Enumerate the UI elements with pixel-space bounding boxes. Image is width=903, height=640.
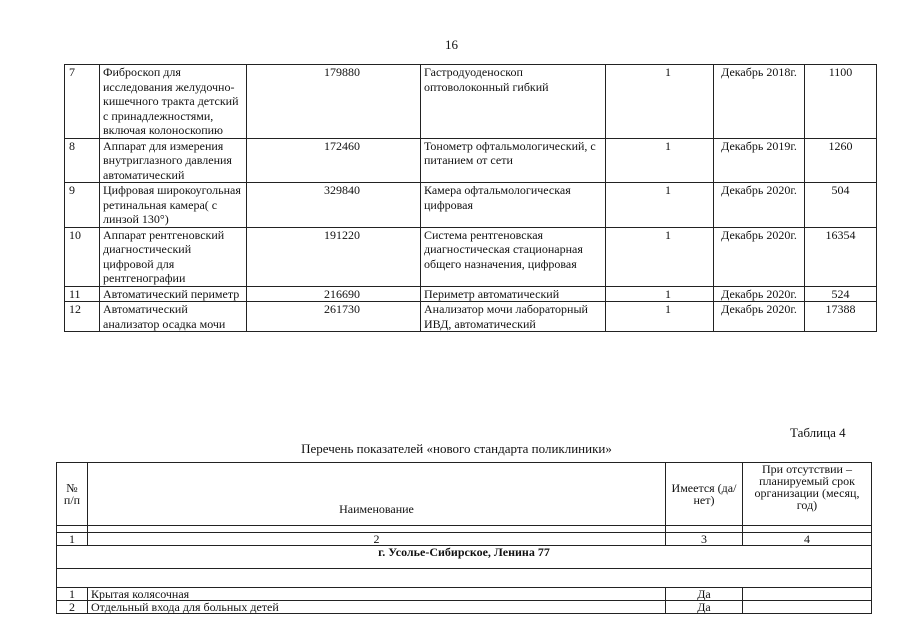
cell-code: 172460 bbox=[247, 138, 421, 183]
cell-price: 1100 bbox=[805, 65, 877, 139]
column-index-row bbox=[57, 533, 872, 546]
cell-code: 179880 bbox=[247, 65, 421, 139]
cell-date: Декабрь 2019г. bbox=[714, 138, 805, 183]
cell-date: Декабрь 2020г. bbox=[714, 183, 805, 228]
standard-indicators-table bbox=[56, 462, 872, 614]
table-row bbox=[65, 227, 877, 286]
cell-code: 261730 bbox=[247, 302, 421, 332]
cell-date: Декабрь 2020г. bbox=[714, 286, 805, 302]
index-cell: 4 bbox=[743, 533, 872, 546]
cell-num: 12 bbox=[65, 302, 100, 332]
cell-price: 16354 bbox=[805, 227, 877, 286]
cell-code: 329840 bbox=[247, 183, 421, 228]
cell-qty: 1 bbox=[606, 183, 714, 228]
cell-deadline bbox=[743, 588, 872, 601]
cell-name: Аппарат для измерения внутриглазного давления автоматический bbox=[100, 138, 247, 183]
cell-code: 216690 bbox=[247, 286, 421, 302]
cell-num: 2 bbox=[57, 601, 88, 614]
cell-name: Автоматический анализатор осадка мочи bbox=[100, 302, 247, 332]
cell-date: Декабрь 2020г. bbox=[714, 302, 805, 332]
cell-description: Гастродуоденоскоп оптоволоконный гибкий bbox=[421, 65, 606, 139]
page-number: 16 bbox=[445, 37, 458, 52]
cell-name: Цифровая широкоугольная ретинальная камера( с линзой 130°) bbox=[100, 183, 247, 228]
cell-name: Аппарат рентгеновский диагностический цифровой для рентгенографии bbox=[100, 227, 247, 286]
cell-price: 504 bbox=[805, 183, 877, 228]
header-deadline: При отсутствии – планируемый срок организации (месяц, год) bbox=[743, 463, 872, 526]
cell-price: 17388 bbox=[805, 302, 877, 332]
header-available: Имеется (да/нет) bbox=[666, 463, 743, 526]
header-name: Наименование bbox=[88, 463, 666, 526]
cell-qty: 1 bbox=[606, 138, 714, 183]
cell-qty: 1 bbox=[606, 65, 714, 139]
table-row bbox=[65, 302, 877, 332]
cell-qty: 1 bbox=[606, 227, 714, 286]
cell-available: Да bbox=[666, 601, 743, 614]
table-row bbox=[57, 601, 872, 614]
cell-description: Анализатор мочи лабораторный ИВД, автоматический bbox=[421, 302, 606, 332]
cell-price: 524 bbox=[805, 286, 877, 302]
cell-name: Крытая колясочная bbox=[88, 588, 666, 601]
cell-date: Декабрь 2018г. bbox=[714, 65, 805, 139]
table-title: Перечень показателей «нового стандарта поликлиники» bbox=[301, 441, 612, 456]
table-header-row bbox=[57, 463, 872, 526]
table-row bbox=[65, 183, 877, 228]
cell-description: Система рентгеновская диагностическая стационарная общего назначения, цифровая bbox=[421, 227, 606, 286]
cell-description: Периметр автоматический bbox=[421, 286, 606, 302]
cell-deadline bbox=[743, 601, 872, 614]
table-row bbox=[57, 588, 872, 601]
index-cell: 3 bbox=[666, 533, 743, 546]
cell-name: Автоматический периметр bbox=[100, 286, 247, 302]
cell-qty: 1 bbox=[606, 286, 714, 302]
table-row bbox=[65, 286, 877, 302]
section-row bbox=[57, 546, 872, 569]
table-row bbox=[65, 65, 877, 139]
spacer-row bbox=[57, 526, 872, 533]
cell-name: Фиброскоп для исследования желудочно-кишечного тракта детский с принадлежностями, включая колоноскопию bbox=[100, 65, 247, 139]
cell-description: Камера офтальмологическая цифровая bbox=[421, 183, 606, 228]
index-cell: 2 bbox=[88, 533, 666, 546]
cell-code: 191220 bbox=[247, 227, 421, 286]
cell-num: 7 bbox=[65, 65, 100, 139]
gap-row bbox=[57, 569, 872, 588]
section-title: г. Усолье-Сибирское, Ленина 77 bbox=[57, 546, 872, 569]
cell-num: 10 bbox=[65, 227, 100, 286]
index-cell: 1 bbox=[57, 533, 88, 546]
cell-name: Отдельный входа для больных детей bbox=[88, 601, 666, 614]
cell-num: 8 bbox=[65, 138, 100, 183]
cell-num: 1 bbox=[57, 588, 88, 601]
header-num: № п/п bbox=[57, 463, 88, 526]
cell-num: 9 bbox=[65, 183, 100, 228]
cell-available: Да bbox=[666, 588, 743, 601]
cell-date: Декабрь 2020г. bbox=[714, 227, 805, 286]
cell-description: Тонометр офтальмологический, с питанием от сети bbox=[421, 138, 606, 183]
cell-price: 1260 bbox=[805, 138, 877, 183]
cell-qty: 1 bbox=[606, 302, 714, 332]
table-row bbox=[65, 138, 877, 183]
table-label: Таблица 4 bbox=[790, 425, 846, 440]
equipment-table bbox=[64, 64, 877, 332]
cell-num: 11 bbox=[65, 286, 100, 302]
